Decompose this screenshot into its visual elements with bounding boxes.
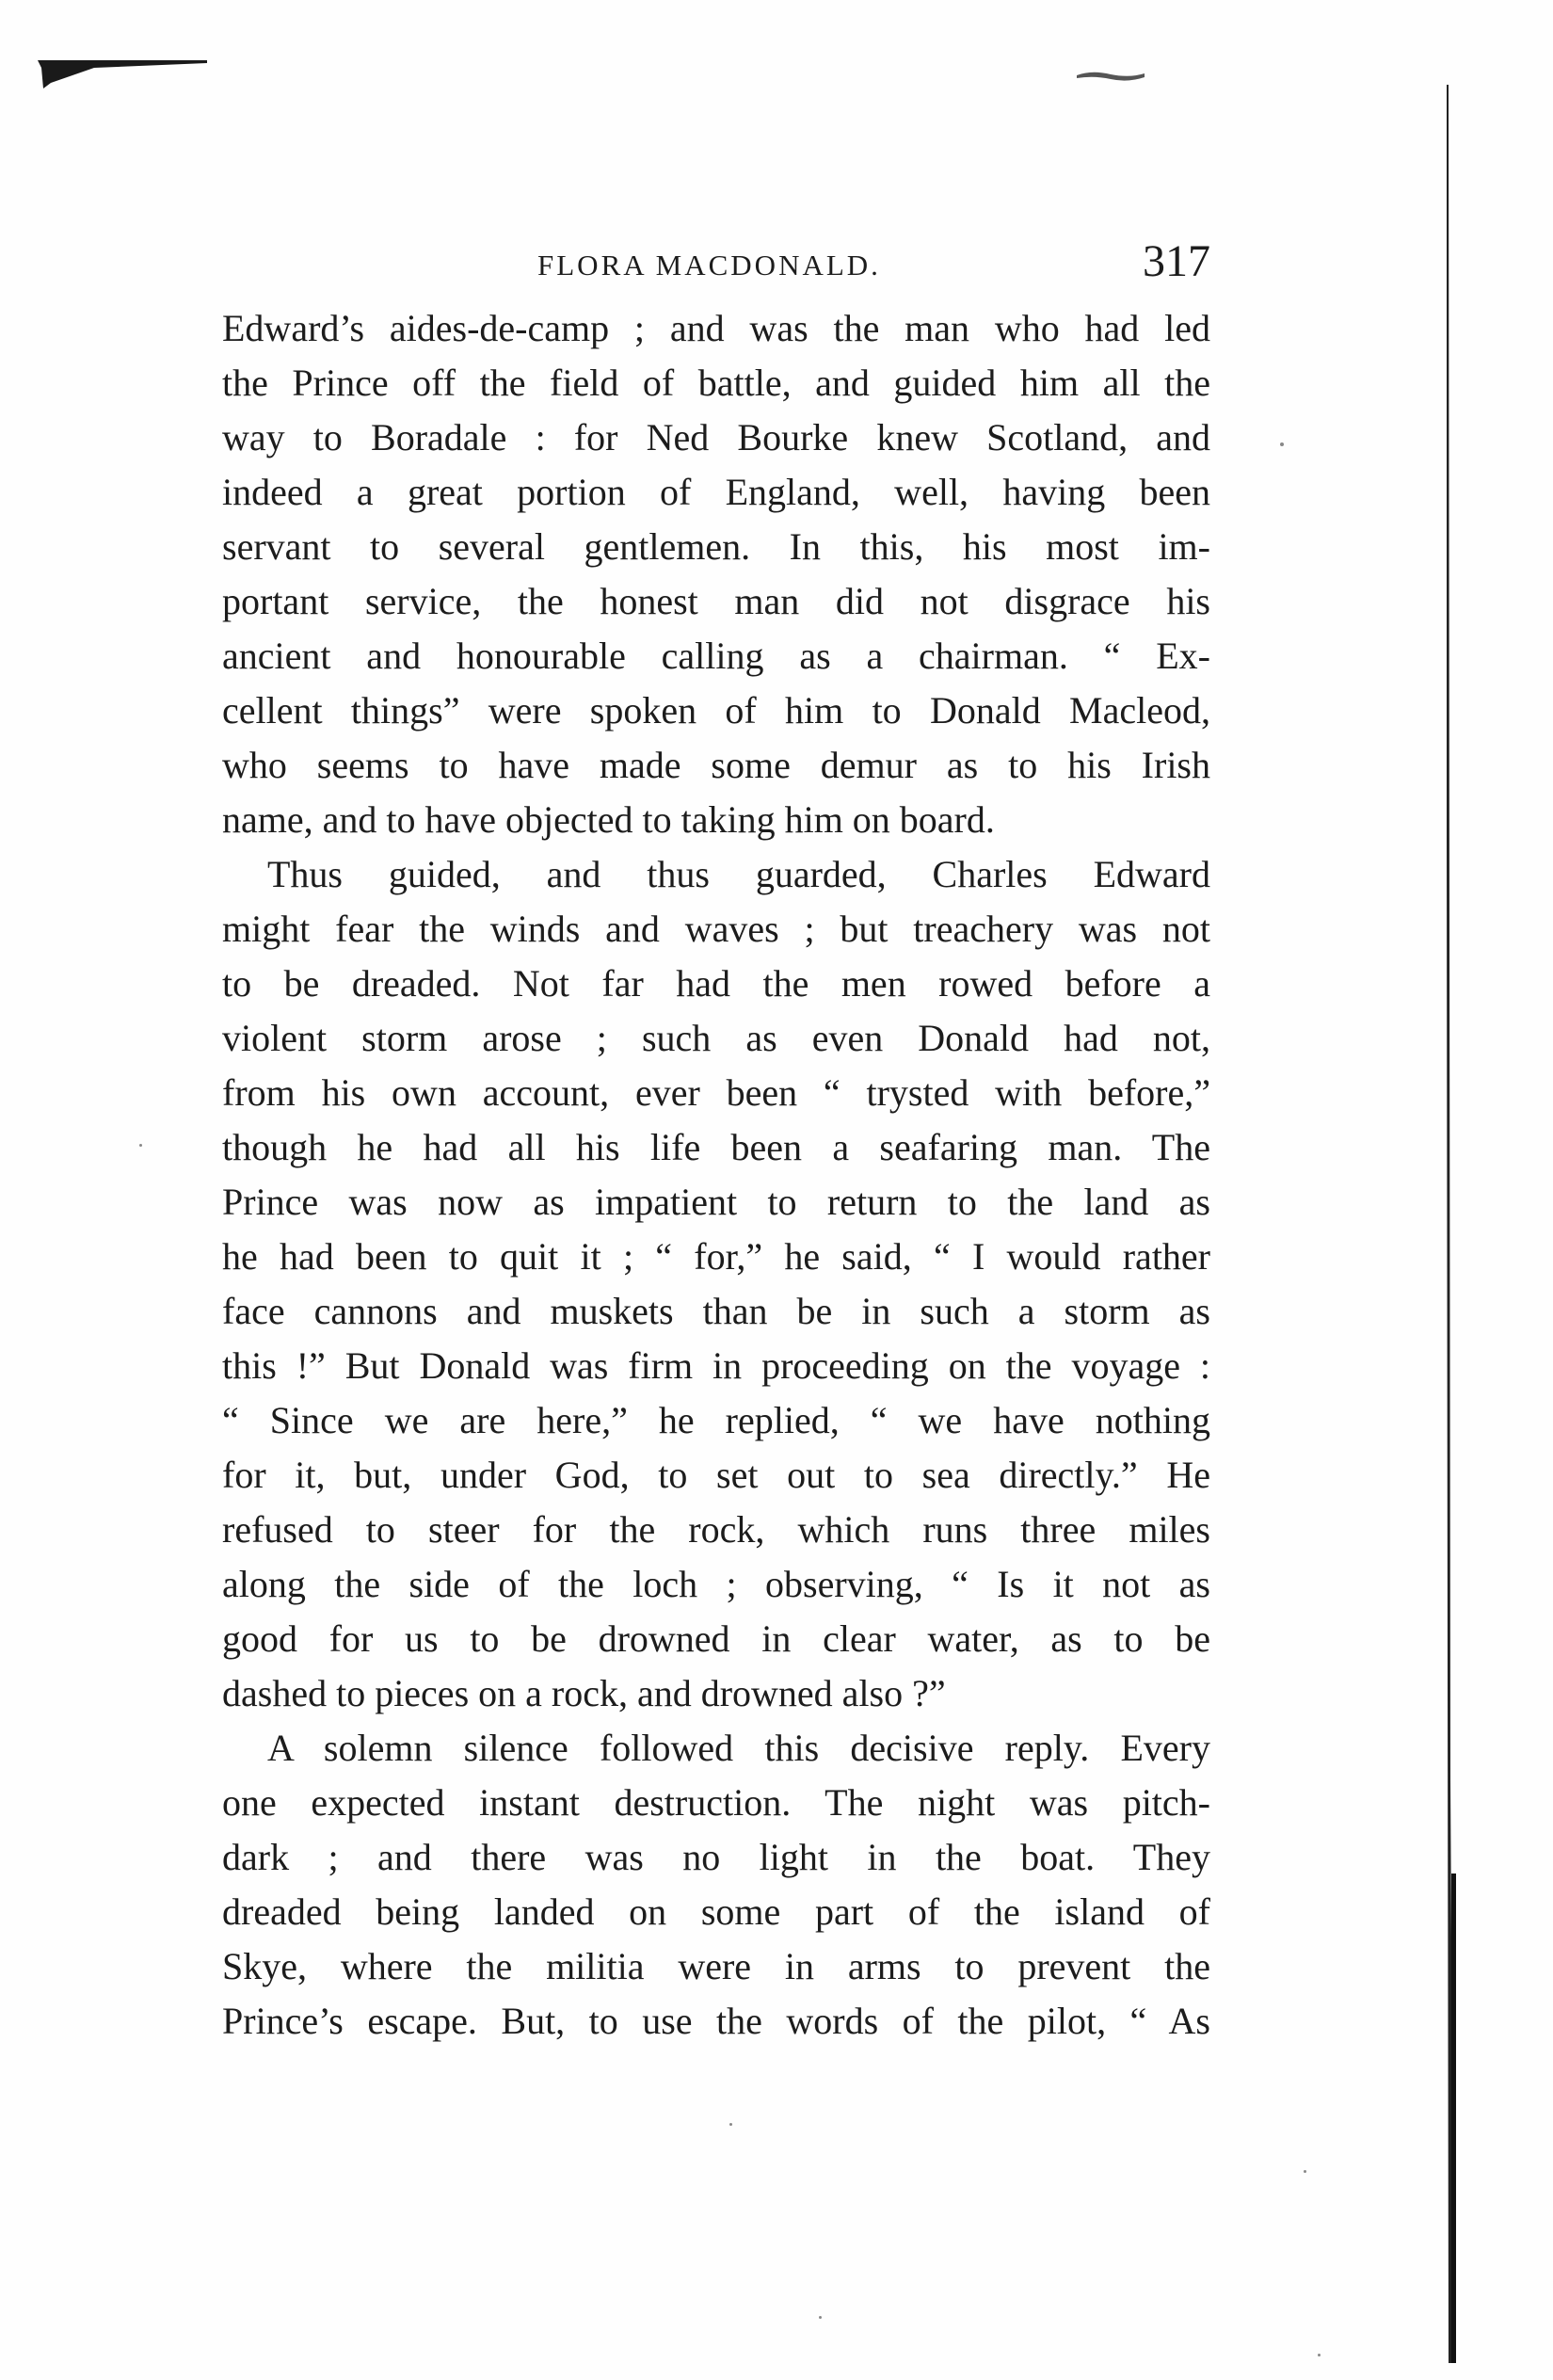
text-line: face cannons and muskets than be in such a storm as xyxy=(222,1290,1210,1332)
scan-speck xyxy=(1280,442,1284,446)
text-line: cellent things” were spoken of him to Donald Macleod, xyxy=(222,689,1210,732)
text-line: Skye, where the militia were in arms to prevent the xyxy=(222,1945,1210,1987)
text-line: Prince was now as impatient to return to the land as xyxy=(222,1181,1210,1223)
text-line: he had been to quit it ; “ for,” he said, “ I would rather xyxy=(222,1235,1210,1278)
text-line: Prince’s escape. But, to use the words of the pilot, “ As xyxy=(222,2000,1210,2042)
text-line: dark ; and there was no light in the boat. They xyxy=(222,1836,1210,1878)
text-line: dreaded being landed on some part of the island of xyxy=(222,1890,1210,1933)
text-line: violent storm arose ; such as even Donald had not, xyxy=(222,1017,1210,1059)
text-line: Edward’s aides-de-camp ; and was the man who had led xyxy=(222,307,1210,349)
text-line: one expected instant destruction. The night was pitch- xyxy=(222,1781,1210,1824)
text-line: servant to several gentlemen. In this, his most im- xyxy=(222,525,1210,568)
scan-corner-mark xyxy=(38,55,207,111)
text-line: to be dreaded. Not far had the men rowed before a xyxy=(222,962,1210,1005)
text-line: this !” But Donald was firm in proceeding on the voyage : xyxy=(222,1344,1210,1387)
text-line: way to Boradale : for Ned Bourke knew Scotland, and xyxy=(222,416,1210,458)
paragraph xyxy=(222,1721,1210,2049)
text-line: though he had all his life been a seafaring man. The xyxy=(222,1126,1210,1168)
scan-speck xyxy=(1318,2354,1321,2356)
text-line: might fear the winds and waves ; but treachery was not xyxy=(222,908,1210,950)
scan-speck xyxy=(139,1144,142,1147)
body-text xyxy=(222,301,1210,2049)
text-line: ancient and honourable calling as a chairman. “ Ex- xyxy=(222,635,1210,677)
text-line: along the side of the loch ; observing, “ Is it not as xyxy=(222,1563,1210,1605)
text-line: from his own account, ever been “ trysted with before,” xyxy=(222,1071,1210,1114)
page-edge-shadow xyxy=(1445,85,1458,2363)
running-title: FLORA MACDONALD. xyxy=(537,249,881,281)
running-header xyxy=(222,235,1210,292)
text-line: who seems to have made some demur as to his Irish xyxy=(222,744,1210,786)
page-number: 317 xyxy=(1143,236,1210,286)
text-line: Thus guided, and thus guarded, Charles Edward xyxy=(267,853,1210,895)
scan-speck xyxy=(819,2316,822,2319)
scan-speck xyxy=(1304,2170,1306,2173)
text-line: “ Since we are here,” he replied, “ we have nothing xyxy=(222,1399,1210,1441)
scan-smudge xyxy=(1073,66,1148,85)
text-line: indeed a great portion of England, well, having been xyxy=(222,471,1210,513)
text-line: A solemn silence followed this decisive reply. Every xyxy=(267,1727,1210,1769)
text-line: dashed to pieces on a rock, and drowned also ?” xyxy=(222,1672,946,1714)
text-line: portant service, the honest man did not disgrace his xyxy=(222,580,1210,622)
paragraph xyxy=(222,301,1210,847)
scan-speck xyxy=(729,2123,732,2126)
text-line: refused to steer for the rock, which runs three miles xyxy=(222,1508,1210,1551)
text-line: name, and to have objected to taking him on board. xyxy=(222,798,995,841)
text-line: good for us to be drowned in clear water, as to be xyxy=(222,1617,1210,1660)
paragraph xyxy=(222,847,1210,1721)
text-line: the Prince off the field of battle, and guided him all the xyxy=(222,362,1210,404)
text-line: for it, but, under God, to set out to sea directly.” He xyxy=(222,1454,1210,1496)
